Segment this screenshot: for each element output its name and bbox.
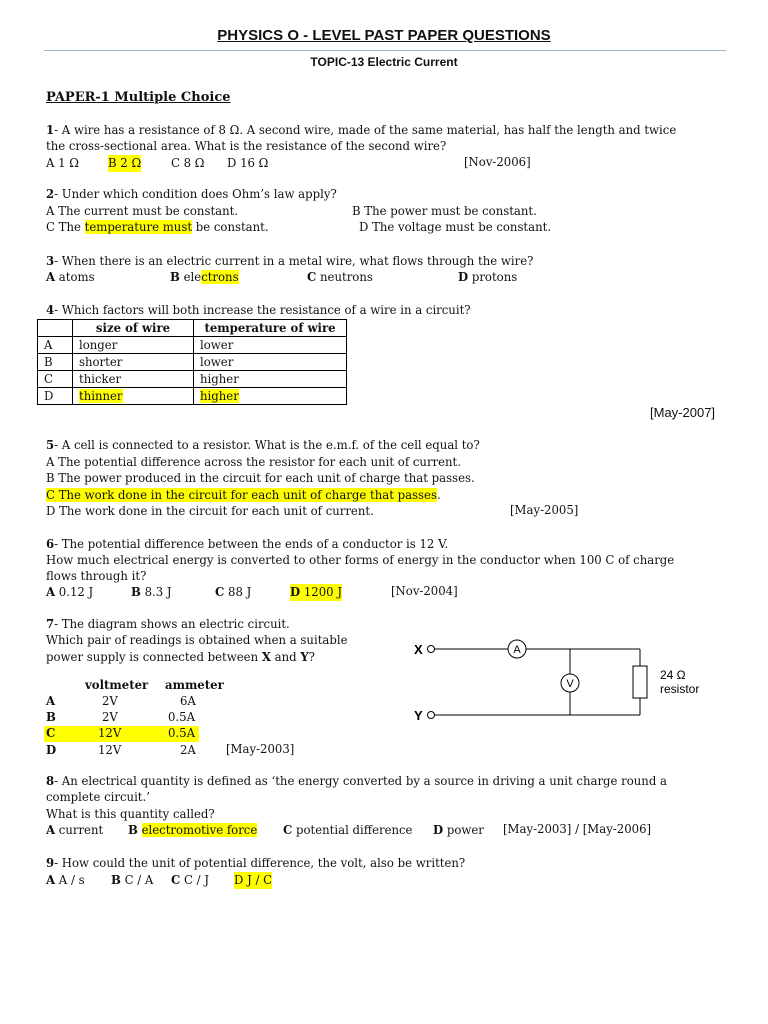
q8-line1: 8- An electrical quantity is defined as ‘the energy converted by a source in driving a unit charge round a xyxy=(46,774,667,788)
q8-reference: [May-2003] / [May-2006] xyxy=(503,822,652,836)
table-row: D thinner higher xyxy=(38,388,347,405)
document-page: PHYSICS O - LEVEL PAST PAPER QUESTIONS TOPIC-13 Electric Current PAPER-1 Multiple Choice 1- A wire has a resistance of 8 Ω. A second wire, made of the same material, has half the length and twice the cross-sectional area. What is the resistance of the second wire? A 1 Ω B 2 Ω C 8 Ω D 16 Ω [Nov-2006] 2- Under which condition does Ohm’s law apply? A The current must be constant. B The power must be constant. C The temperature must be constant. D The voltage must be constant. 3- When there is an electric current in a metal wire, what flows through the wire? A atoms B electrons C neutrons D protons 4- Which factors will both increase the resistance of a wire in a circuit? size of wire temperature of wire A longer lower B shorter lower C thicker higher D thinner higher [May-2007] 5- A cell is connected to a resistor. What is the e.m.f. of the cell equal to? A The potential difference across the resistor for each unit of current. B The power produced in the circuit for each unit of charge that passes. C The work done in the circuit for each unit of charge that passes. D The work done in the circuit for each unit of current. [May-2005] 6- The potential difference between the ends of a conductor is 12 V. How much electrical energy is converted to other forms of energy in the conductor when 100 C of charge flows through it? A 0.12 J B 8.3 J C 88 J D 1200 J [Nov-2004] 7- The diagram shows an electric circuit. Which pair of readings is obtained when a suitable power supply is connected between X and Y? voltmeter ammeter A 2V 6A B 2V 0.5A C 12V 0.5A D 12V 2A [May-2003] X Y A V 24 Ω resistor 8- An electrical quantity is defined as ‘the energy converted by a source in driving a unit charge round a complete circuit.’ What is this quantity called? A current B electromotive force C potential difference D power [May-2003] / [May-2006] 9- How could the unit of potential difference, the volt, also be written? A A / s B C / A C C / J D J / C xyxy=(0,0,768,1024)
q6-reference: [Nov-2004] xyxy=(391,584,458,598)
q2-option-d: D The voltage must be constant. xyxy=(359,220,552,234)
circuit-diagram xyxy=(400,628,730,738)
terminal-x xyxy=(428,646,435,653)
q6-number: 6 xyxy=(46,537,55,551)
q1-reference: [Nov-2006] xyxy=(464,155,531,169)
q8-line3: What is this quantity called? xyxy=(46,807,215,821)
q7-stem: 7- The diagram shows an electric circuit. xyxy=(46,617,290,631)
table-row: B shorter lower xyxy=(38,354,347,371)
terminal-y-label: Y xyxy=(414,708,423,723)
q2-stem: 2- Under which condition does Ohm’s law apply? xyxy=(46,187,337,201)
q6-line2: How much electrical energy is converted to other forms of energy in the conductor when 100 C of charge xyxy=(46,553,675,567)
q3-stem: 3- When there is an electric current in a metal wire, what flows through the wire? xyxy=(46,254,534,268)
q1-number: 1 xyxy=(46,123,55,137)
title-divider xyxy=(44,50,726,51)
q3-option-b: B electrons xyxy=(170,270,239,284)
q7-reference: [May-2003] xyxy=(226,742,295,756)
terminal-x-label: X xyxy=(414,642,423,657)
paper-heading: PAPER-1 Multiple Choice xyxy=(46,90,231,105)
q9-option-c: C C / J xyxy=(171,873,210,887)
q3-option-a: A atoms xyxy=(46,270,95,284)
table-row: C thicker higher xyxy=(38,371,347,388)
q5-number: 5 xyxy=(46,438,55,452)
q8-option-d: D power xyxy=(433,823,484,837)
q5-option-c: C The work done in the circuit for each unit of charge that passes. xyxy=(46,488,441,502)
q1-option-c: C 8 Ω xyxy=(171,156,205,170)
q7-line3: power supply is connected between X and Y? xyxy=(46,650,315,664)
q8-option-a: A current xyxy=(46,823,104,837)
q2-option-b: B The power must be constant. xyxy=(352,204,537,218)
q3-number: 3 xyxy=(46,254,55,268)
resistor-word-label: resistor xyxy=(660,682,700,696)
q7-col-ammeter: ammeter xyxy=(165,678,224,692)
q5-reference: [May-2005] xyxy=(510,503,579,517)
q8-number: 8 xyxy=(46,774,55,788)
document-title: PHYSICS O - LEVEL PAST PAPER QUESTIONS xyxy=(217,27,551,44)
q9-option-d: D J / C xyxy=(234,873,273,887)
q2-highlight: temperature must xyxy=(84,220,193,234)
q1-line1: 1- A wire has a resistance of 8 Ω. A second wire, made of the same material, has half the length and twice xyxy=(46,123,677,137)
q1-option-d: D 16 Ω xyxy=(227,156,269,170)
q6-option-c: C 88 J xyxy=(215,585,252,599)
q9-option-a: A A / s xyxy=(46,873,85,887)
table-row: A longer lower xyxy=(38,337,347,354)
q3-option-c: C neutrons xyxy=(307,270,373,284)
q8-option-c: C potential difference xyxy=(283,823,413,837)
q6-stem: 6- The potential difference between the ends of a conductor is 12 V. xyxy=(46,537,449,551)
q5-option-a: A The potential difference across the resistor for each unit of current. xyxy=(46,455,461,469)
terminal-y xyxy=(428,712,435,719)
q2-option-a: A The current must be constant. xyxy=(46,204,239,218)
q6-option-b: B 8.3 J xyxy=(131,585,172,599)
table-header-row: size of wire temperature of wire xyxy=(38,320,347,337)
q6-line3: flows through it? xyxy=(46,569,147,583)
q7-line2: Which pair of readings is obtained when a suitable xyxy=(46,633,348,647)
q4-number: 4 xyxy=(46,303,55,317)
q5-option-d: D The work done in the circuit for each unit of current. xyxy=(46,504,374,518)
topic-heading: TOPIC-13 Electric Current xyxy=(310,55,458,69)
q2-number: 2 xyxy=(46,187,55,201)
q1-line2: the cross-sectional area. What is the resistance of the second wire? xyxy=(46,139,447,153)
q4-stem: 4- Which factors will both increase the resistance of a wire in a circuit? xyxy=(46,303,471,317)
q9-stem: 9- How could the unit of potential difference, the volt, also be written? xyxy=(46,856,466,870)
ammeter-label: A xyxy=(513,644,521,656)
q5-stem: 5- A cell is connected to a resistor. What is the e.m.f. of the cell equal to? xyxy=(46,438,480,452)
q5-option-b: B The power produced in the circuit for each unit of charge that passes. xyxy=(46,471,475,485)
q3-option-d: D protons xyxy=(458,270,518,284)
q7-number: 7 xyxy=(46,617,55,631)
q6-option-d: D 1200 J xyxy=(290,585,342,599)
q4-table xyxy=(37,319,347,405)
q9-number: 9 xyxy=(46,856,55,870)
q2-option-c: C The temperature must be constant. xyxy=(46,220,269,234)
resistor-symbol xyxy=(633,666,647,698)
q9-option-b: B C / A xyxy=(111,873,154,887)
q8-option-b: B electromotive force xyxy=(128,823,258,837)
q1-option-b: B 2 Ω xyxy=(108,156,142,170)
q7-col-voltmeter: voltmeter xyxy=(85,678,149,692)
q6-option-a: A 0.12 J xyxy=(46,585,94,599)
resistor-value-label: 24 Ω xyxy=(660,668,686,682)
q1-option-a: A 1 Ω xyxy=(46,156,79,170)
q8-line2: complete circuit.’ xyxy=(46,790,150,804)
voltmeter-label: V xyxy=(566,678,574,690)
q4-reference: [May-2007] xyxy=(650,405,716,420)
